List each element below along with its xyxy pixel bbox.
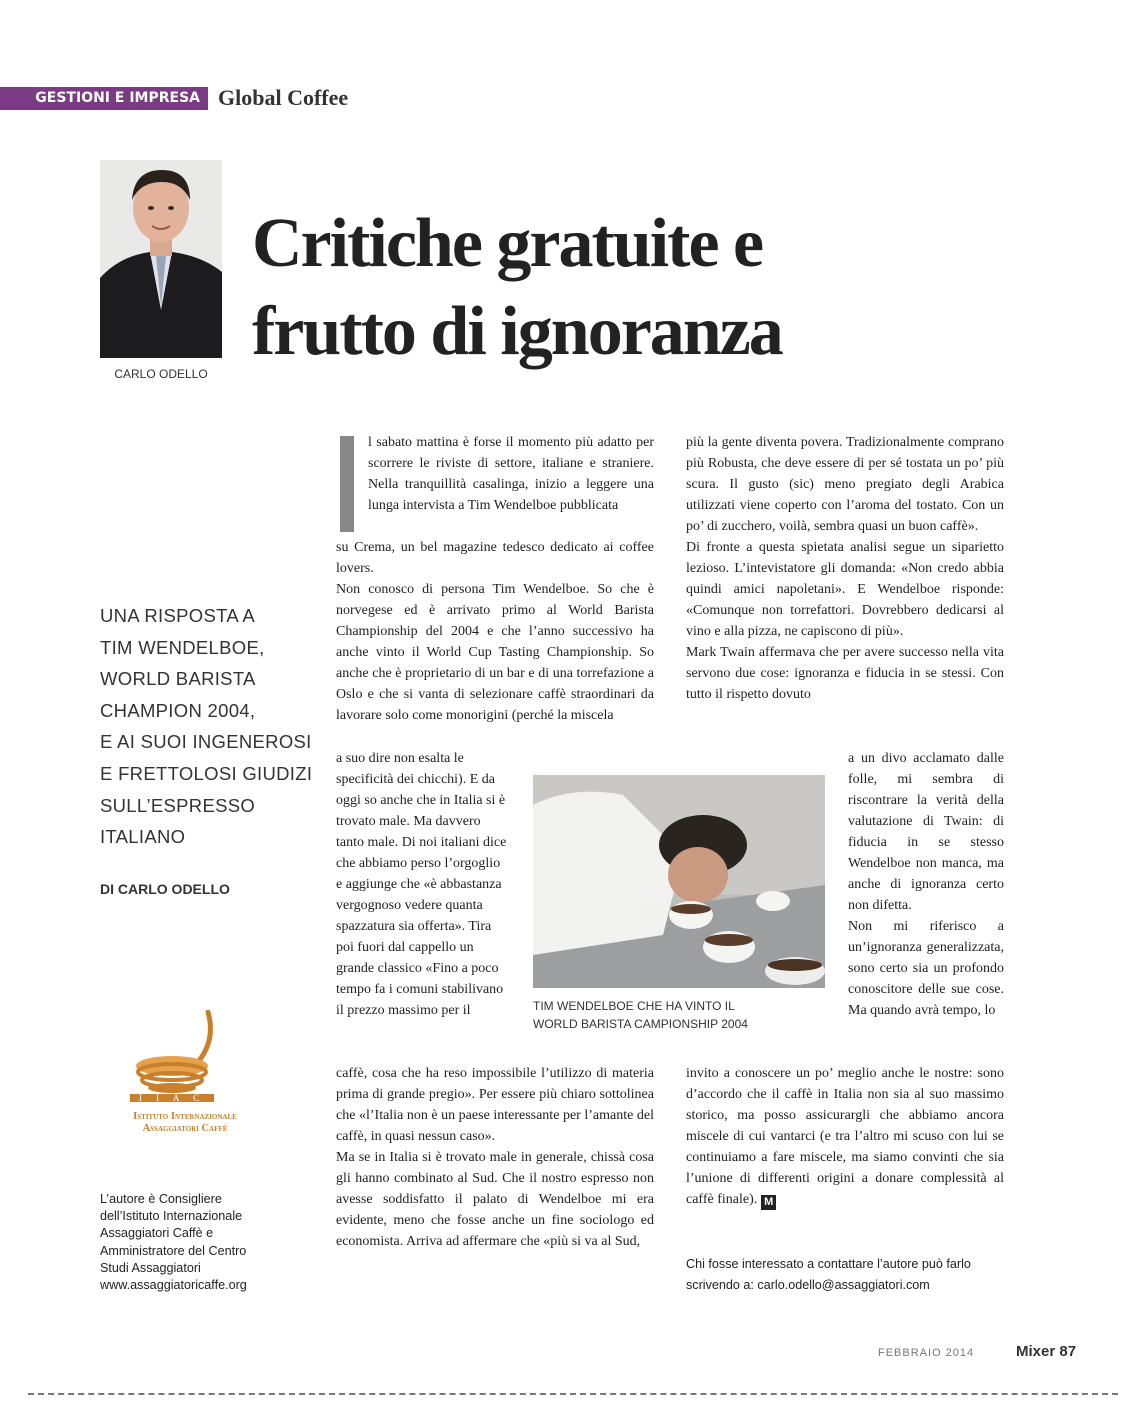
body-col1-top — [336, 537, 654, 726]
pull-quote — [100, 600, 320, 853]
end-mark-icon: M — [761, 1195, 776, 1210]
body-col1-bottom — [336, 1063, 654, 1252]
headline-line-2: frutto di ignoranza — [252, 293, 782, 370]
contact-line: Chi fosse interessato a contattare l’autore può farlo — [686, 1257, 971, 1271]
pull-quote-line: SULL’ESPRESSO — [100, 794, 256, 816]
section-name: Global Coffee — [218, 85, 349, 110]
article-photo-caption — [533, 997, 825, 1033]
author-photo — [100, 160, 222, 358]
page-trim-rule — [28, 1393, 1118, 1395]
author-note-line: Amministratore del Centro — [100, 1243, 247, 1258]
paragraph: più la gente diventa povera. Tradizionalmente comprano più Robusta, che deve essere di per sé tostata un po’ più scura. Il gusto (sic) meno pregiato degli Arabica utilizzati viene coperto con l’aroma del tostato. Con un po’ di zucchero, voilà, sembra quasi un buon caffè». — [686, 435, 1004, 534]
pull-quote-line: WORLD BARISTA — [100, 668, 256, 690]
paragraph: Ma se in Italia si è trovato male in generale, chissà cosa gli hanno combinato al Sud. Che il nostro espresso non avesse soddisfatto il palato di Wendelboe mi era evidente, meno che fosse anche un fine sociologo ed economista. Arriva ad affermare che «più si va al Sud, — [336, 1150, 654, 1249]
headline-line-1: Critiche gratuite e — [252, 205, 763, 282]
body-col2-top — [686, 432, 1004, 705]
coffee-cup-logo-icon — [120, 1010, 260, 1102]
author-note-line: dell’Istituto Internazionale — [100, 1209, 243, 1224]
paragraph: Non conosco di persona Tim Wendelboe. So che è norvegese ed è arrivato primo al World Barista Championship del 2004 e che l’anno successivo ha anche vinto il World Cup Tasting Championship. So anche che è proprietario di un bar e di una torrefazione a Oslo e che si vanta di selezionare caffè straordinari da lavorare solo come monorigini (perché la miscela — [336, 582, 654, 723]
pull-quote-line: TIM WENDELBOE, — [100, 636, 265, 658]
drop-cap-i — [340, 436, 354, 532]
paragraph: a un divo acclamato dalle folle, mi sembra di riscontrare la verità della valutazione di Twain: di fiducia in se stesso Wendelboe non manca, ma anche di ignoranza certo non difetta. — [848, 751, 1004, 913]
footer-magazine-page — [1016, 1343, 1076, 1360]
author-note-line: Studi Assaggiatori — [100, 1260, 201, 1275]
barista-cupping-illustration — [533, 775, 825, 988]
caption-line: TIM WENDELBOE CHE HA VINTO IL — [533, 999, 735, 1013]
article-photo — [533, 775, 825, 988]
pull-quote-line: E FRETTOLOSI GIUDIZI — [100, 762, 313, 784]
pull-quote-line: CHAMPION 2004, — [100, 699, 256, 721]
logo-name-line-2: Assaggiatori Caffè — [142, 1123, 228, 1134]
paragraph: caffè, cosa che ha reso impossibile l’utilizzo di materia prima di grande pregio». Per essere più chiaro sottolinea che «l’Italia non è un paese interessante per l’amante del caffè, in quasi nessun caso». — [336, 1066, 654, 1144]
author-note-line: L’autore è Consigliere — [100, 1192, 222, 1206]
logo-letters: I I A C — [138, 1093, 206, 1102]
caption-line: WORLD BARISTA CAMPIONSHIP 2004 — [533, 1017, 748, 1031]
body-col2-bottom — [686, 1063, 1004, 1210]
body-col1-intro: l sabato mattina è forse il momento più adatto per scorrere le riviste di settore, italiane e straniere. Nella tranquillità casalinga, inizio a leggere una lunga intervista a Tim Wendelboe pubblicata — [368, 435, 654, 513]
paragraph: Mark Twain affermava che per avere successo nella vita servono due cose: ignoranza e fiducia in se stessi. Con tutto il rispetto dovuto — [686, 645, 1004, 702]
pull-quote-line: ITALIANO — [100, 826, 186, 848]
contact-note — [686, 1254, 1016, 1296]
headline — [252, 200, 892, 376]
paragraph: su Crema, un bel magazine tedesco dedicato ai coffee lovers. — [336, 540, 654, 576]
paragraph: Non mi riferisco a un’ignoranza generalizzata, sono certo sia un profondo conoscitore delle sue cose. Ma quando avrà tempo, lo — [848, 919, 1004, 1018]
iiac-logo — [120, 1010, 260, 1150]
author-portrait-illustration — [100, 160, 222, 358]
pull-quote-line: UNA RISPOSTA A — [100, 605, 255, 626]
logo-name-line-1: Istituto Internazionale — [133, 1111, 237, 1122]
section-tag: GESTIONI E IMPRESA — [0, 87, 208, 110]
body-col1-middle: a suo dire non esalta le specificità dei chicchi). E da oggi so anche che in Italia si è trovato male. Ma davvero tanto male. Di noi italiani dice che abbiamo perso l’orgoglio e aggiunge che «è abbastanza vergognoso vedere quanta spazzatura sia offerta». Tira poi fuori dal cappello un grande classico «Fino a poco tempo fa i comuni stabilivano il prezzo massimo per il — [336, 751, 507, 1018]
footer-issue-date: FEBBRAIO 2014 — [878, 1347, 975, 1359]
author-note — [100, 1191, 300, 1294]
body-col2-middle — [848, 748, 1004, 1021]
byline: DI CARLO ODELLO — [100, 881, 230, 897]
paragraph: invito a conoscere un po’ meglio anche le nostre: sono d’accordo che il caffè in Italia non sia al suo massimo storico, ma posso assicurargli che abbiamo ancora miscele di cui vantarci (e tra l’altro mi scuso con lui se continuiamo a fare miscele, ma siamo convinti che sia l’unione di differenti origini a donare complessità al caffè finale). — [686, 1066, 1004, 1207]
footer-magazine-name: Mixer — [1016, 1343, 1056, 1360]
author-photo-caption: CARLO ODELLO — [114, 367, 208, 381]
author-note-line: Assaggiatori Caffè e — [100, 1226, 214, 1241]
footer-page-number: 87 — [1059, 1343, 1077, 1360]
pull-quote-line: E AI SUOI INGENEROSI — [100, 731, 312, 753]
author-website-link[interactable]: www.assaggiatoricaffe.org — [100, 1278, 247, 1293]
contact-email-link[interactable]: scrivendo a: carlo.odello@assaggiatori.com — [686, 1278, 930, 1292]
paragraph: Di fronte a questa spietata analisi segue un siparietto lezioso. L’intevistatore gli domanda: «Non credo abbia quindi amici napoletani». E Wendelboe risponde: «Comunque non torrefattori. Dovrebbero dedicarsi al vino e alla pizza, ne capiscono di più». — [686, 540, 1004, 639]
